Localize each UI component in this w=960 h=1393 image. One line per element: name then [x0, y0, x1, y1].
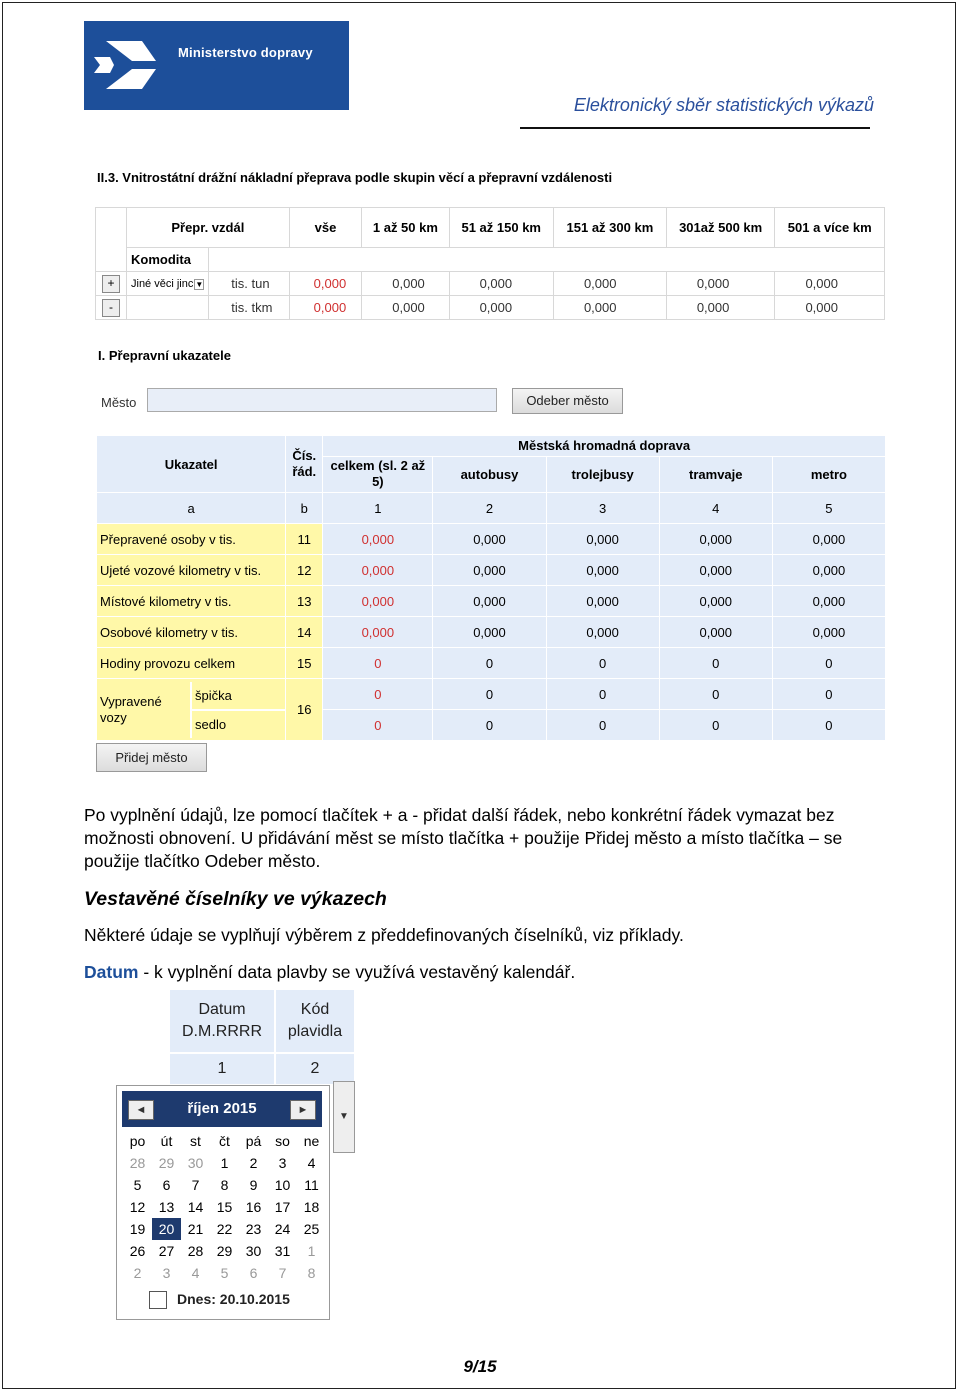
- commodity-label: Komodita: [127, 248, 209, 272]
- calendar-day[interactable]: 21: [187, 1221, 204, 1237]
- calendar-day[interactable]: 8: [220, 1177, 229, 1193]
- value-cell[interactable]: 0,000: [772, 555, 885, 586]
- date-picker: [116, 1085, 330, 1320]
- date-code-table: [168, 988, 356, 1086]
- letter-cell: 2: [433, 493, 546, 524]
- row-no: 11: [286, 524, 323, 555]
- prev-month-button[interactable]: ◄: [128, 1100, 154, 1120]
- vehicles-cell: [97, 679, 286, 741]
- indicators-table: [96, 435, 886, 741]
- value-cell[interactable]: 0,000: [659, 586, 772, 617]
- row-no-header: Čís. řád.: [286, 436, 323, 493]
- value-cell[interactable]: 0,000: [546, 586, 659, 617]
- logo-text: Ministerstvo dopravy: [178, 45, 313, 60]
- calendar-day[interactable]: 29: [216, 1243, 233, 1259]
- codelists-paragraph: Některé údaje se vyplňují výběrem z předdefinovaných číselníků, viz příklady.: [84, 925, 684, 945]
- letter-cell: b: [286, 493, 323, 524]
- value-cell[interactable]: 0,000: [433, 555, 546, 586]
- remove-city-button[interactable]: Odeber město: [512, 388, 623, 414]
- value-cell[interactable]: 0,000: [666, 296, 775, 320]
- page-number: 9/15: [463, 1357, 497, 1376]
- calendar-day[interactable]: 11: [304, 1177, 319, 1193]
- value-cell[interactable]: 0: [659, 679, 772, 710]
- value-cell[interactable]: 0,000: [323, 524, 433, 555]
- row-label: Ujeté vozové kilometry v tis.: [97, 555, 286, 586]
- calendar-day[interactable]: 5: [220, 1265, 229, 1281]
- calendar-day[interactable]: 5: [133, 1177, 142, 1193]
- freight-table: [95, 207, 885, 320]
- value-cell[interactable]: 0,000: [362, 296, 449, 320]
- value-cell[interactable]: 0: [323, 679, 433, 710]
- weekday-label: pá: [245, 1133, 262, 1149]
- calendar-day[interactable]: 16: [245, 1199, 262, 1215]
- next-month-button[interactable]: ►: [290, 1100, 316, 1120]
- value-cell[interactable]: 0,000: [659, 555, 772, 586]
- calendar-day[interactable]: 1: [220, 1155, 229, 1171]
- letter-cell: 5: [772, 493, 885, 524]
- arrow-logo-icon: [84, 21, 174, 110]
- code-header: Kód plavidla: [275, 989, 355, 1053]
- instructions-paragraph: Po vyplnění údajů, lze pomocí tlačítek + a - přidat další řádek, nebo konkrétní řádek vymazat bez možnosti obnovení. U přidávání měst se místo tlačítka + použije Přidej město a místo tlačítka – se použije tlačítko Odeber město.: [84, 805, 843, 871]
- city-label: Město: [101, 395, 137, 410]
- calendar-day[interactable]: 31: [274, 1243, 291, 1259]
- value-cell[interactable]: 0,000: [775, 272, 885, 296]
- weekday-label: st: [190, 1133, 201, 1149]
- value-cell[interactable]: 0,000: [659, 524, 772, 555]
- calendar-day[interactable]: 3: [162, 1265, 171, 1281]
- value-cell[interactable]: 0,000: [546, 524, 659, 555]
- calendar-day[interactable]: 30: [245, 1243, 262, 1259]
- group-header: Městská hromadná doprava: [323, 436, 886, 457]
- value-cell[interactable]: 0,000: [546, 617, 659, 648]
- calendar-day[interactable]: 6: [249, 1265, 258, 1281]
- row-no: 13: [286, 586, 323, 617]
- letter-cell: a: [97, 493, 286, 524]
- city-input[interactable]: [147, 388, 497, 412]
- table-row: [97, 555, 886, 586]
- calendar-day[interactable]: 23: [245, 1221, 262, 1237]
- calendar-day[interactable]: 10: [274, 1177, 291, 1193]
- table-row: [97, 679, 886, 710]
- indicator-header: Ukazatel: [97, 436, 286, 493]
- chevron-down-icon: ▼: [195, 279, 204, 289]
- value-cell[interactable]: 0,000: [289, 296, 362, 320]
- col-header: metro: [772, 456, 885, 492]
- col-header: autobusy: [433, 456, 546, 492]
- calendar-day-selected[interactable]: 20: [152, 1218, 181, 1240]
- section-title: II.3. Vnitrostátní drážní nákladní přeprava podle skupin věcí a přepravní vzdálenosti: [97, 170, 613, 185]
- calendar-day[interactable]: 22: [216, 1221, 233, 1237]
- remove-row-button[interactable]: -: [102, 299, 120, 317]
- offpeak-label: sedlo: [195, 716, 227, 732]
- value-cell[interactable]: 0,000: [289, 272, 362, 296]
- value-cell[interactable]: 0: [323, 710, 433, 741]
- header-title: Elektronický sběr statistických výkazů: [573, 95, 874, 115]
- value-cell[interactable]: 0,000: [323, 555, 433, 586]
- chevron-down-icon: ▼: [339, 1111, 349, 1122]
- value-cell[interactable]: 0,000: [772, 524, 885, 555]
- value-cell[interactable]: 0,000: [433, 524, 546, 555]
- row-no: 14: [286, 617, 323, 648]
- vehicles-label: Vypravené vozy: [100, 693, 162, 725]
- weekday-label: út: [160, 1133, 173, 1149]
- today-checkbox[interactable]: [149, 1291, 167, 1309]
- col-header: tramvaje: [659, 456, 772, 492]
- total-header: celkem (sl. 2 až 5): [323, 456, 433, 492]
- value-cell[interactable]: 0,000: [362, 272, 449, 296]
- datum-paragraph: [84, 961, 884, 984]
- col-number: 1: [169, 1053, 275, 1085]
- table-row: [97, 586, 886, 617]
- add-row-button[interactable]: +: [102, 275, 120, 293]
- value-cell[interactable]: 0: [772, 648, 885, 679]
- value-cell[interactable]: 0,000: [323, 586, 433, 617]
- row-no: 15: [286, 648, 323, 679]
- value-cell[interactable]: 0: [659, 648, 772, 679]
- add-city-button[interactable]: Přidej město: [96, 743, 207, 772]
- table-row: [96, 272, 885, 296]
- value-cell[interactable]: 0,000: [553, 296, 666, 320]
- weekday-label: po: [129, 1133, 146, 1149]
- value-cell[interactable]: 0,000: [546, 555, 659, 586]
- value-cell[interactable]: 0: [433, 679, 546, 710]
- calendar-day[interactable]: 12: [129, 1199, 146, 1215]
- weekday-label: so: [275, 1133, 290, 1149]
- dropdown-button[interactable]: [333, 1081, 355, 1153]
- calendar-day[interactable]: 17: [274, 1199, 291, 1215]
- calendar-day[interactable]: 19: [129, 1221, 146, 1237]
- calendar-month: říjen 2015: [187, 1100, 257, 1117]
- letter-cell: 1: [323, 493, 433, 524]
- value-cell[interactable]: 0,000: [323, 617, 433, 648]
- calendar-day[interactable]: 2: [133, 1265, 142, 1281]
- value-cell[interactable]: 0,000: [449, 272, 553, 296]
- calendar-day[interactable]: 15: [216, 1199, 233, 1215]
- value-cell[interactable]: 0: [772, 679, 885, 710]
- table-row: [97, 524, 886, 555]
- calendar-day[interactable]: 6: [162, 1177, 171, 1193]
- calendar-day[interactable]: 4: [191, 1265, 200, 1281]
- table-corner: [96, 208, 127, 272]
- calendar-day[interactable]: 25: [303, 1221, 320, 1237]
- value-cell[interactable]: 0,000: [433, 617, 546, 648]
- col-header: 51 až 150 km: [449, 208, 553, 248]
- calendar-day[interactable]: 28: [187, 1243, 204, 1259]
- calendar-day[interactable]: 14: [187, 1199, 204, 1215]
- letter-cell: 3: [546, 493, 659, 524]
- datum-text: - k vyplnění data plavby se využívá vestavěný kalendář.: [138, 962, 576, 982]
- calendar-day[interactable]: 28: [129, 1155, 146, 1171]
- col-header: 301až 500 km: [666, 208, 775, 248]
- col-header: 151 až 300 km: [553, 208, 666, 248]
- value-cell[interactable]: 0: [659, 710, 772, 741]
- value-cell[interactable]: 0: [546, 648, 659, 679]
- distance-label: Přepr. vzdál: [127, 208, 290, 248]
- today-link[interactable]: Dnes: 20.10.2015: [177, 1291, 290, 1307]
- weekday-label: ne: [303, 1133, 320, 1149]
- peak-label: špička: [192, 682, 285, 711]
- calendar-day[interactable]: 9: [249, 1177, 258, 1193]
- row-label: Místové kilometry v tis.: [97, 586, 286, 617]
- unit-label: tis. tkm: [209, 296, 289, 320]
- letter-cell: 4: [659, 493, 772, 524]
- calendar-day[interactable]: 7: [278, 1265, 287, 1281]
- col-header: vše: [289, 208, 362, 248]
- unit-label: tis. tun: [209, 272, 289, 296]
- col-header: 501 a více km: [775, 208, 885, 248]
- calendar-day[interactable]: 18: [303, 1199, 320, 1215]
- calendar-day[interactable]: 1: [307, 1243, 316, 1259]
- value-cell[interactable]: 0,000: [775, 296, 885, 320]
- calendar-day[interactable]: 8: [307, 1265, 316, 1281]
- value-cell[interactable]: 0,000: [553, 272, 666, 296]
- row-no: 16: [286, 679, 323, 741]
- calendar-day[interactable]: 4: [307, 1155, 316, 1171]
- col-header: trolejbusy: [546, 456, 659, 492]
- calendar-grid: [123, 1130, 326, 1284]
- value-cell[interactable]: 0: [546, 710, 659, 741]
- subheading: Vestavěné číselníky ve výkazech: [84, 888, 387, 910]
- calendar-header: [122, 1091, 322, 1127]
- value-cell[interactable]: 0: [433, 710, 546, 741]
- value-cell[interactable]: 0,000: [449, 296, 553, 320]
- table-row: [96, 296, 885, 320]
- value-cell[interactable]: 0,000: [772, 617, 885, 648]
- calendar-day[interactable]: 26: [129, 1243, 146, 1259]
- date-header: Datum D.M.RRRR: [169, 989, 275, 1053]
- calendar-day[interactable]: 30: [187, 1155, 204, 1171]
- value-cell[interactable]: 0: [433, 648, 546, 679]
- value-cell[interactable]: 0: [546, 679, 659, 710]
- value-cell[interactable]: 0,000: [659, 617, 772, 648]
- row-label: Osobové kilometry v tis.: [97, 617, 286, 648]
- datum-label: Datum: [84, 962, 139, 982]
- calendar-day[interactable]: 2: [249, 1155, 258, 1171]
- col-header: 1 až 50 km: [362, 208, 449, 248]
- calendar-day[interactable]: 7: [191, 1177, 200, 1193]
- value-cell[interactable]: 0: [323, 648, 433, 679]
- table-row: [97, 617, 886, 648]
- empty-cell: [127, 296, 209, 320]
- row-label: Přepravené osoby v tis.: [97, 524, 286, 555]
- calendar-day[interactable]: 27: [158, 1243, 175, 1259]
- commodity-spacer: [209, 248, 885, 272]
- commodity-select-value: Jiné věci jinc: [131, 277, 194, 290]
- calendar-day[interactable]: 3: [278, 1155, 287, 1171]
- value-cell[interactable]: 0,000: [772, 586, 885, 617]
- row-no: 12: [286, 555, 323, 586]
- calendar-day[interactable]: 29: [158, 1155, 175, 1171]
- weekday-label: čt: [219, 1133, 230, 1149]
- commodity-select[interactable]: [127, 272, 209, 296]
- row-label: Hodiny provozu celkem: [97, 648, 286, 679]
- header-rule: [520, 127, 870, 129]
- calendar-day[interactable]: 13: [158, 1199, 175, 1215]
- value-cell[interactable]: 0,000: [666, 272, 775, 296]
- value-cell[interactable]: 0,000: [433, 586, 546, 617]
- calendar-day[interactable]: 24: [274, 1221, 291, 1237]
- col-number: 2: [275, 1053, 355, 1085]
- value-cell[interactable]: 0: [772, 710, 885, 741]
- table-row: [97, 648, 886, 679]
- ministry-logo: [84, 21, 349, 110]
- indicators-title: I. Přepravní ukazatele: [98, 348, 231, 363]
